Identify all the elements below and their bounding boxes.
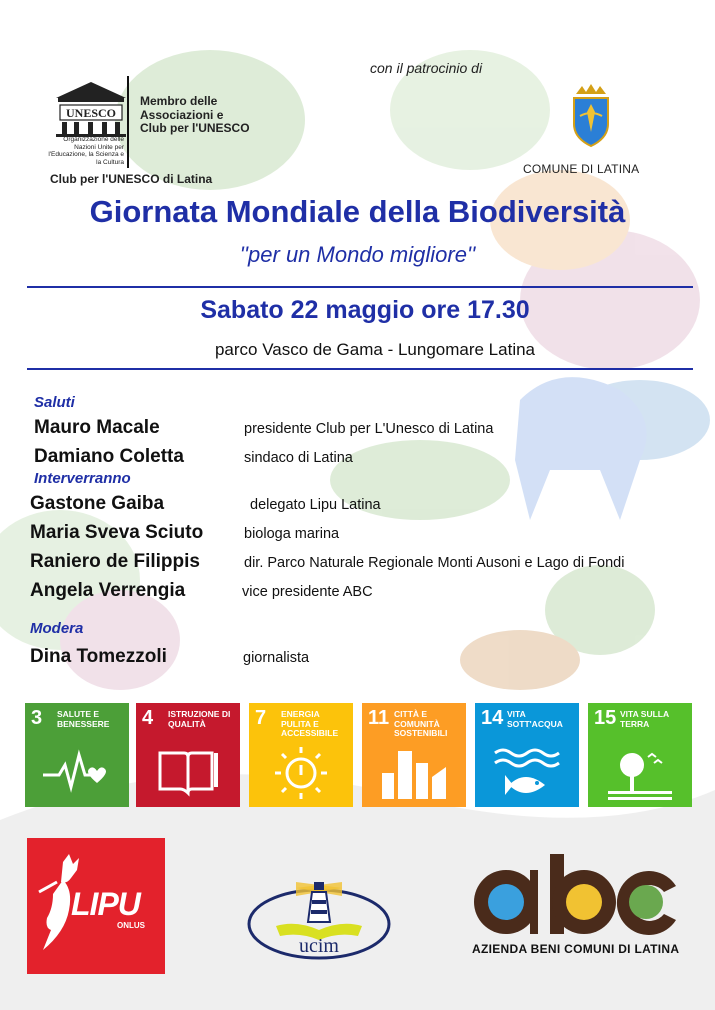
lipu-wordmark: LIPU	[71, 886, 140, 922]
sun-power-icon	[265, 743, 337, 801]
unesco-member-text: Membro delle Associazioni e Club per l'UNESCO	[140, 94, 250, 135]
sdg-tile-15	[588, 703, 692, 807]
speaker-name: Angela Verrengia	[30, 580, 186, 601]
sdg-label: SALUTE E BENESSERE	[57, 709, 110, 729]
event-subtitle: ''per un Mondo migliore''	[239, 242, 476, 267]
speaker-name: Mauro Macale	[34, 417, 160, 438]
sdg-tile-14	[475, 703, 579, 807]
fish-icon	[491, 743, 563, 801]
speaker-role: giornalista	[243, 650, 310, 666]
book-icon	[152, 743, 224, 801]
sdg-tile-3	[25, 703, 129, 807]
bottom-divider	[27, 368, 693, 370]
sdg-tile-7	[249, 703, 353, 807]
event-title: Giornata Mondiale della Biodiversità	[89, 194, 626, 229]
sdg-label: VITA SULLA TERRA	[620, 709, 669, 729]
event-place: parco Vasco de Gama - Lungomare Latina	[214, 340, 536, 359]
cim-wordmark: ucim	[299, 935, 339, 957]
sdg-number: 15	[594, 707, 617, 729]
sdg-number: 4	[142, 707, 154, 729]
speaker-role: biologa marina	[244, 526, 340, 542]
sdg-number: 3	[31, 707, 43, 729]
city-icon	[378, 743, 450, 801]
speaker-role: presidente Club per L'Unesco di Latina	[244, 421, 494, 437]
lipu-logo	[27, 838, 165, 974]
top-divider	[27, 286, 693, 288]
interverranno-label: Interverranno	[34, 470, 131, 487]
comune-di-latina: COMUNE DI LATINA	[523, 162, 640, 176]
sdg-number: 14	[481, 707, 504, 729]
speaker-name: Maria Sveva Sciuto	[30, 522, 204, 543]
sdg-tile-4	[136, 703, 240, 807]
patronage-text: con il patrocinio di	[370, 60, 483, 76]
speaker-name: Raniero de Filippis	[30, 551, 200, 572]
sdg-label: ISTRUZIONE DI QUALITÀ	[168, 709, 231, 729]
saluti-label: Saluti	[34, 394, 75, 411]
sdg-number: 11	[368, 707, 390, 729]
speaker-name: Gastone Gaiba	[30, 493, 165, 514]
lipu-onlus: ONLUS	[117, 921, 145, 930]
speaker-role: delegato Lipu Latina	[250, 497, 381, 513]
abc-subtitle: AZIENDA BENI COMUNI DI LATINA	[472, 942, 680, 956]
cim-lighthouse-logo	[246, 872, 392, 962]
sdg-number: 7	[255, 707, 267, 729]
modera-label: Modera	[30, 620, 84, 637]
speaker-role: dir. Parco Naturale Regionale Monti Ausoni e Lago di Fondi	[244, 555, 625, 571]
speaker-role: vice presidente ABC	[242, 584, 373, 600]
tree-icon	[604, 743, 676, 801]
sdg-label: CITTÀ E COMUNITÀ SOSTENIBILI	[394, 709, 448, 738]
sdg-label: ENERGIA PULITA E ACCESSIBILE	[281, 709, 339, 738]
latina-coat-of-arms-icon	[568, 82, 614, 148]
sdg-tile-11	[362, 703, 466, 807]
heartbeat-icon	[41, 743, 113, 801]
unesco-divider	[127, 76, 129, 168]
speaker-name: Damiano Coletta	[34, 446, 184, 467]
speaker-role: sindaco di Latina	[244, 450, 353, 466]
speaker-name: Dina Tomezzoli	[30, 646, 167, 667]
event-date: Sabato 22 maggio ore 17.30	[200, 296, 530, 324]
unesco-club-name: Club per l'UNESCO di Latina	[50, 172, 213, 186]
sdg-label: VITA SOTT'ACQUA	[507, 709, 563, 729]
abc-logo	[470, 850, 680, 940]
unesco-org-name: Organizzazione delle Nazioni Unite per l'Educazione, la Scienza e la Cultura	[48, 136, 124, 166]
unesco-wordmark: UNESCO	[65, 106, 117, 120]
